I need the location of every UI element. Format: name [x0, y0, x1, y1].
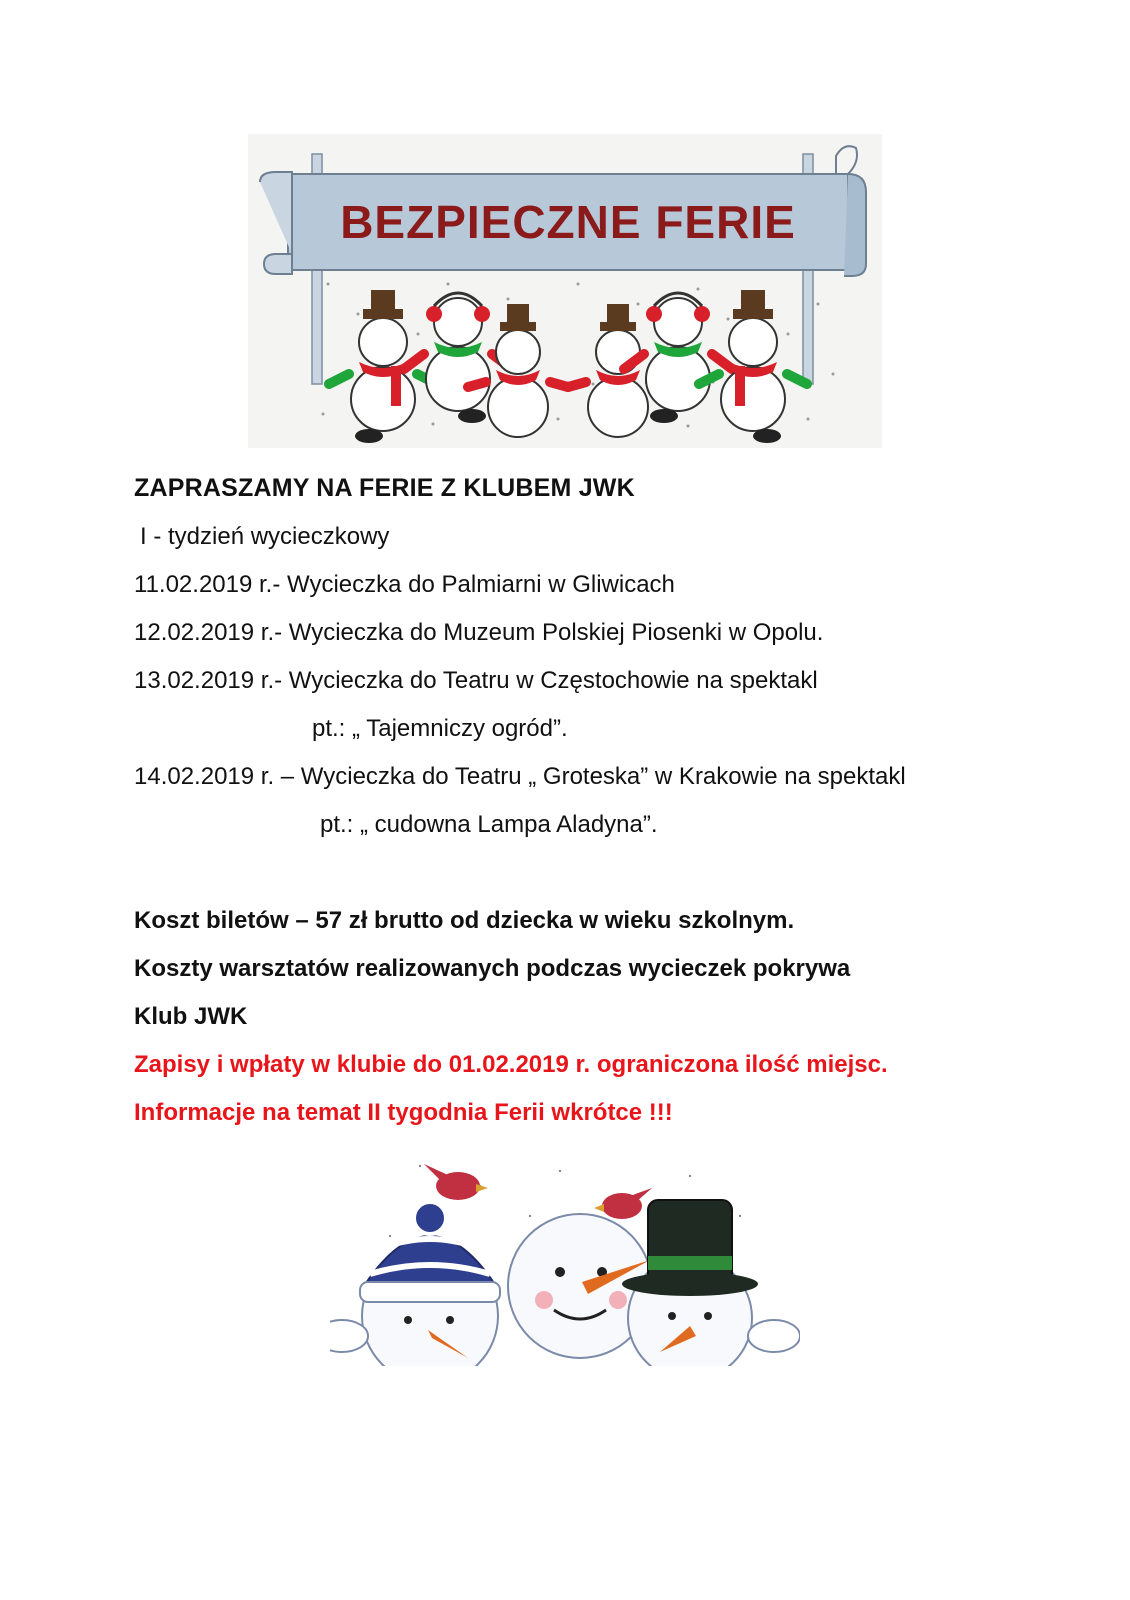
- trip-3-detail: pt.: „ Tajemniczy ogród”.: [312, 715, 568, 742]
- ticket-cost: Koszt biletów – 57 zł brutto od dziecka w wieku szkolnym.: [134, 907, 795, 934]
- invitation-text: [134, 463, 1034, 1137]
- peeking-snowmen-icon: [330, 1146, 800, 1366]
- banner-image: [248, 134, 882, 448]
- spacer: [134, 849, 1034, 897]
- trip-3: 13.02.2019 r.- Wycieczka do Teatru w Częstochowie na spektakl: [134, 667, 818, 694]
- week-label: I - tydzień wycieczkowy: [140, 523, 390, 550]
- banner-title: BEZPIECZNE FERIE: [340, 196, 796, 248]
- week-two-notice: Informacje na temat II tygodnia Ferii wkrótce !!!: [134, 1099, 673, 1126]
- trip-4-detail: pt.: „ cudowna Lampa Aladyna”.: [320, 811, 658, 838]
- trip-2: 12.02.2019 r.- Wycieczka do Muzeum Polskiej Piosenki w Opolu.: [134, 619, 824, 646]
- registration-notice: Zapisy i wpłaty w klubie do 01.02.2019 r. ograniczona ilość miejsc.: [134, 1051, 888, 1078]
- workshop-cost-line2: Klub JWK: [134, 1003, 248, 1030]
- page-title: ZAPRASZAMY NA FERIE Z KLUBEM JWK: [134, 474, 635, 502]
- trip-1: 11.02.2019 r.- Wycieczka do Palmiarni w Gliwicach: [134, 571, 675, 598]
- banner-illustration: [248, 134, 882, 448]
- trip-4: 14.02.2019 r. – Wycieczka do Teatru „ Groteska” w Krakowie na spektakl: [134, 763, 906, 790]
- workshop-cost-line1: Koszty warsztatów realizowanych podczas wycieczek pokrywa: [134, 955, 851, 982]
- snowmen-illustration: [330, 1146, 800, 1366]
